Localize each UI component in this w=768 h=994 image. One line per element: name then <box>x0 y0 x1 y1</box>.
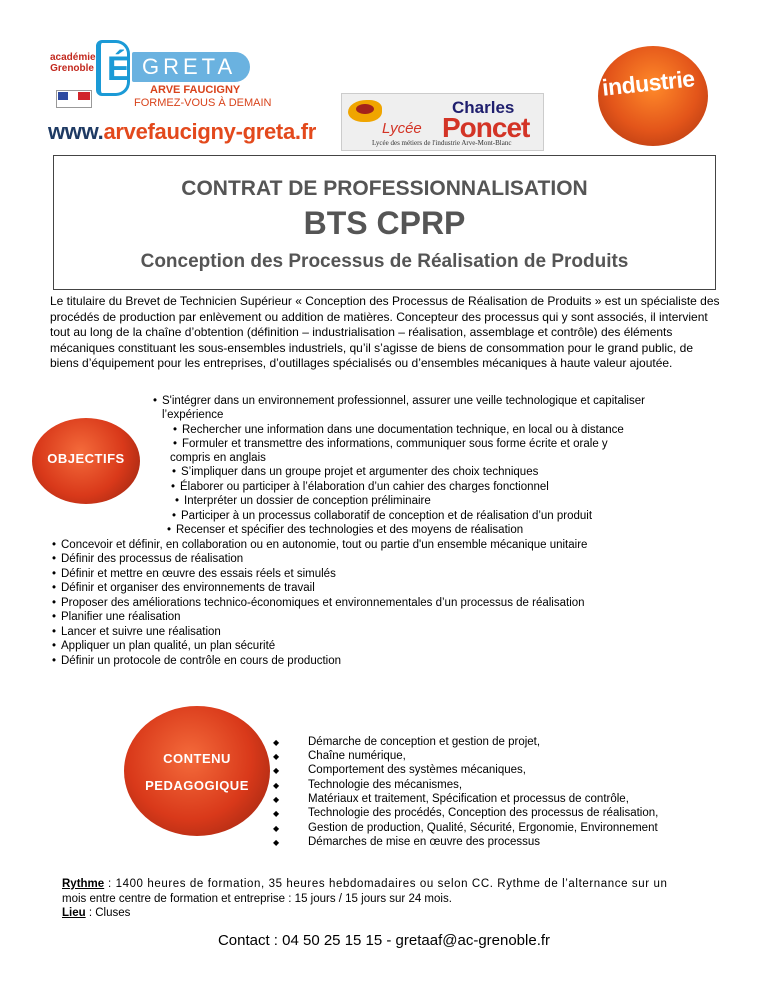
website-link[interactable] <box>48 119 316 145</box>
objective-item: • Recenser et spécifier des technologies et des moyens de réalisation <box>167 524 524 536</box>
contact-line: Contact : 04 50 25 15 15 - gretaaf@ac-grenoble.fr <box>217 932 551 949</box>
objective-item: • Appliquer un plan qualité, un plan sécurité <box>52 640 276 652</box>
rythme-block <box>62 877 722 921</box>
contenu-item: Matériaux et traitement, Spécification et processus de contrôle, <box>308 793 629 805</box>
contenu-item: Comportement des systèmes mécaniques, <box>308 764 526 776</box>
greta-logo <box>132 52 250 82</box>
academie-logo-text: académie Grenoble <box>50 52 96 74</box>
website-prefix: www. <box>48 119 104 144</box>
industrie-label: industrie <box>600 65 696 101</box>
lieu-value: : Cluses <box>85 907 131 919</box>
contenu-badge <box>124 706 270 836</box>
objective-item: • Définir et mettre en œuvre des essais réels et simulés <box>52 568 336 580</box>
objective-item: • Définir des processus de réalisation <box>52 553 244 565</box>
objectifs-badge <box>32 418 140 504</box>
diamond-bullet-icon: ◆ <box>273 838 280 847</box>
diamond-bullet-icon: ◆ <box>273 824 280 833</box>
objective-item: • Proposer des améliorations technico-économiques et environnementales d’un processus de réalisation <box>52 597 585 609</box>
contenu-item: Démarche de conception et gestion de projet, <box>308 736 541 748</box>
greta-e-letter: É <box>107 50 130 88</box>
objective-item: • Lancer et suivre une réalisation <box>52 626 221 638</box>
diploma-title: BTS CPRP <box>303 205 466 241</box>
contenu-item: Chaîne numérique, <box>308 750 406 762</box>
objective-item: • Définir un protocole de contrôle en cours de production <box>52 655 342 667</box>
objective-item: • Définir et organiser des environnements de travail <box>52 582 315 594</box>
republique-flag-icon <box>56 90 92 108</box>
lycee-charles: Charles <box>452 98 515 117</box>
objective-item: • S’impliquer dans un groupe projet et argumenter des choix techniques <box>172 466 539 478</box>
contenu-label: CONTENU <box>163 751 231 766</box>
objective-item: compris en anglais <box>170 452 266 464</box>
arve-faucigny-label: ARVE FAUCIGNY <box>150 84 241 96</box>
website-domain: arvefaucigny-greta.fr <box>103 119 316 144</box>
diploma-subtitle: Conception des Processus de Réalisation de Produits <box>140 251 629 272</box>
rythme-text-2: mois entre centre de formation et entreprise : 15 jours / 15 jours sur 24 mois. <box>62 892 452 905</box>
lieu-label: Lieu <box>62 907 86 919</box>
greta-e-logo <box>96 40 130 96</box>
lycee-poncet-logo <box>341 93 544 151</box>
diamond-bullet-icon: ◆ <box>273 809 280 818</box>
diamond-bullet-icon: ◆ <box>273 781 280 790</box>
contenu-item: Technologie des procédés, Conception des processus de réalisation, <box>308 807 659 819</box>
lycee-tagline: Lycée des métiers de l'industrie Arve-Mont-Blanc <box>372 139 512 147</box>
objective-item: l’expérience <box>162 409 224 421</box>
greta-logo-text: GRETA <box>142 54 237 79</box>
industrie-badge <box>598 46 708 146</box>
lycee-poncet: Poncet <box>442 112 530 143</box>
diamond-bullet-icon: ◆ <box>273 752 280 761</box>
contract-title: CONTRAT DE PROFESSIONNALISATION <box>181 177 588 200</box>
diamond-bullet-icon: ◆ <box>273 766 280 775</box>
pedagogique-label: PEDAGOGIQUE <box>145 778 249 793</box>
diamond-bullet-icon: ◆ <box>273 738 280 747</box>
rythme-label: Rythme <box>62 878 105 890</box>
contenu-item: Technologie des mécanismes, <box>308 779 463 791</box>
objective-item: • S'intégrer dans un environnement professionnel, assurer une veille technologique et capitaliser <box>153 395 645 407</box>
objective-item: • Élaborer ou participer à l’élaboration d’un cahier des charges fonctionnel <box>171 481 549 493</box>
objectifs-label: OBJECTIFS <box>47 451 125 466</box>
rythme-text: : 1400 heures de formation, 35 heures hebdomadaires ou selon CC. Rythme de l’alternance sur un <box>104 878 668 890</box>
objective-item: • Concevoir et définir, en collaboration ou en autonomie, tout ou partie d'un ensemble mécanique unitaire <box>52 539 588 551</box>
intro-paragraph: Le titulaire du Brevet de Technicien Supérieur « Conception des Processus de Réalisation de Produits » est un spécialiste des procédés de production par enlèvement ou addition de matières. Concepteur des processus qui y sont associés, il intervient tout au long de la chaîne d’obtention (définition – industrialisation – réalisation, assemblage et contrôle) des éléments mécaniques constituant les sous-ensembles industriels, qu’il s’agisse de biens de consommation pour le grand public, de biens d’équipement pour les entreprises, d’outillages spécialisés ou d’ensembles mécaniques à haute valeur ajoutée. <box>50 294 720 371</box>
diamond-bullet-icon: ◆ <box>273 795 280 804</box>
objective-item: • Rechercher une information dans une documentation technique, en local ou à distance <box>173 424 624 436</box>
objective-item: • Interpréter un dossier de conception préliminaire <box>175 495 431 507</box>
objective-item: • Participer à un processus collaboratif de conception et de réalisation d’un produit <box>172 510 593 522</box>
contenu-item: Gestion de production, Qualité, Sécurité, Ergonomie, Environnement <box>308 822 658 834</box>
objective-item: • Planifier une réalisation <box>52 611 181 623</box>
lycee-label: Lycée <box>382 120 422 137</box>
slogan: FORMEZ-VOUS À DEMAIN <box>134 97 272 109</box>
objective-item: • Formuler et transmettre des informations, communiquer sous forme écrite et orale y <box>173 438 608 450</box>
contenu-item: Démarches de mise en œuvre des processus <box>308 836 541 848</box>
